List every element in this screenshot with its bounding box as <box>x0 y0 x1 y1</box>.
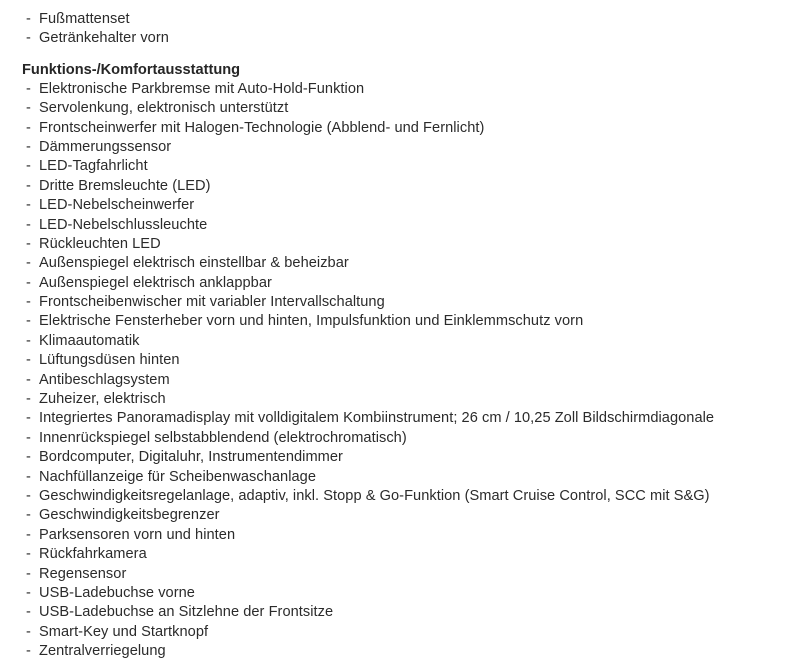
bullet-dash: - <box>26 526 31 543</box>
bullet-dash: - <box>26 468 31 485</box>
bullet-dash: - <box>26 158 31 175</box>
list-item-text: USB-Ladebuchse vorne <box>39 584 195 601</box>
list-item <box>26 448 800 467</box>
list-item-text: Geschwindigkeitsregelanlage, adaptiv, inkl. Stopp & Go-Funktion (Smart Cruise Control, SCC mit S&G) <box>39 487 710 504</box>
list-item-text: Integriertes Panoramadisplay mit volldigitalem Kombiinstrument; 26 cm / 10,25 Zoll Bildschirmdiagonale <box>39 410 715 427</box>
list-item-text: Antibeschlagsystem <box>39 371 170 388</box>
list-item <box>26 157 800 176</box>
list-item-text: Parksensoren vorn und hinten <box>39 526 236 543</box>
list-item <box>26 254 800 273</box>
bullet-dash: - <box>26 604 31 621</box>
list-item-text: Innenrückspiegel selbstabblendend (elektrochromatisch) <box>39 429 407 446</box>
list-item <box>26 99 800 118</box>
list-item <box>26 29 800 48</box>
bullet-dash: - <box>26 546 31 563</box>
list-item-text: Elektronische Parkbremse mit Auto-Hold-Funktion <box>39 80 365 97</box>
bullet-dash: - <box>26 216 31 233</box>
bullet-dash: - <box>26 623 31 640</box>
list-item-text: Rückfahrkamera <box>39 546 147 563</box>
list-item <box>26 312 800 331</box>
list-item-text: Außenspiegel elektrisch anklappbar <box>39 274 272 291</box>
bullet-dash: - <box>26 177 31 194</box>
list-item <box>26 468 800 487</box>
list-item-text: Regensensor <box>39 565 127 582</box>
list-item <box>26 506 800 525</box>
list-item-text: Dritte Bremsleuchte (LED) <box>39 177 211 194</box>
list-item-text: Nachfüllanzeige für Scheibenwaschanlage <box>39 468 316 485</box>
bullet-dash: - <box>26 429 31 446</box>
list-item <box>26 545 800 564</box>
list-item <box>26 216 800 235</box>
bullet-dash: - <box>26 255 31 272</box>
list-item <box>26 235 800 254</box>
bullet-dash: - <box>26 565 31 582</box>
bullet-dash: - <box>26 371 31 388</box>
list-item-text: Elektrische Fensterheber vorn und hinten, Impulsfunktion und Einklemmschutz vorn <box>39 313 584 330</box>
list-item <box>26 429 800 448</box>
bullet-dash: - <box>26 138 31 155</box>
list-item <box>26 138 800 157</box>
list-item-text: Smart-Key und Startknopf <box>39 623 209 640</box>
bullet-dash: - <box>26 30 31 47</box>
list-item <box>26 565 800 584</box>
list-item <box>26 371 800 390</box>
list-item <box>26 623 800 642</box>
bullet-dash: - <box>26 235 31 252</box>
list-item-text: LED-Nebelschlussleuchte <box>39 216 208 233</box>
list-item <box>26 293 800 312</box>
list-item <box>26 80 800 99</box>
bullet-dash: - <box>26 332 31 349</box>
list-item-text: Fußmattenset <box>39 11 130 27</box>
bullet-dash: - <box>26 274 31 291</box>
list-item <box>26 642 800 661</box>
list-item <box>26 603 800 622</box>
list-item-text: Getränkehalter vorn <box>39 30 169 47</box>
list-item <box>26 487 800 506</box>
list-item-text: Außenspiegel elektrisch einstellbar & beheizbar <box>39 255 349 272</box>
bullet-dash: - <box>26 100 31 117</box>
list-item <box>26 332 800 351</box>
bullet-dash: - <box>26 584 31 601</box>
list-item <box>26 177 800 196</box>
list-item <box>26 526 800 545</box>
list-item <box>26 10 800 29</box>
list-item-text: Klimaautomatik <box>39 332 140 349</box>
top-feature-list <box>0 10 800 49</box>
bullet-dash: - <box>26 391 31 408</box>
list-item <box>26 409 800 428</box>
list-item <box>26 274 800 293</box>
bullet-dash: - <box>26 313 31 330</box>
bullet-dash: - <box>26 643 31 660</box>
list-item-text: Frontscheinwerfer mit Halogen-Technologie (Abblend- und Fernlicht) <box>39 119 485 136</box>
list-item-text: Rückleuchten LED <box>39 235 161 252</box>
bullet-dash: - <box>26 352 31 369</box>
bullet-dash: - <box>26 294 31 311</box>
list-item-text: LED-Nebelscheinwerfer <box>39 197 195 214</box>
list-item-text: Frontscheibenwischer mit variabler Intervallschaltung <box>39 294 385 311</box>
comfort-feature-list <box>0 80 800 662</box>
list-item-text: Zentralverriegelung <box>39 643 166 660</box>
section-title: Funktions-/Komfortausstattung <box>22 61 241 78</box>
bullet-dash: - <box>26 197 31 214</box>
bullet-dash: - <box>26 410 31 427</box>
list-item-text: Servolenkung, elektronisch unterstützt <box>39 100 289 117</box>
list-item-text: USB-Ladebuchse an Sitzlehne der Frontsitze <box>39 604 334 621</box>
list-item-text: Dämmerungssensor <box>39 138 172 155</box>
bullet-dash: - <box>26 80 31 97</box>
bullet-dash: - <box>26 11 31 27</box>
list-item-text: Lüftungsdüsen hinten <box>39 352 180 369</box>
list-item-text: Zuheizer, elektrisch <box>39 391 166 408</box>
list-item <box>26 119 800 138</box>
bullet-dash: - <box>26 119 31 136</box>
list-item <box>26 390 800 409</box>
list-item-text: Geschwindigkeitsbegrenzer <box>39 507 220 524</box>
list-item-text: Bordcomputer, Digitaluhr, Instrumentendimmer <box>39 449 343 466</box>
list-item <box>26 584 800 603</box>
list-item-text: LED-Tagfahrlicht <box>39 158 148 175</box>
bullet-dash: - <box>26 487 31 504</box>
bullet-dash: - <box>26 449 31 466</box>
list-item <box>26 351 800 370</box>
bullet-dash: - <box>26 507 31 524</box>
list-item <box>26 196 800 215</box>
